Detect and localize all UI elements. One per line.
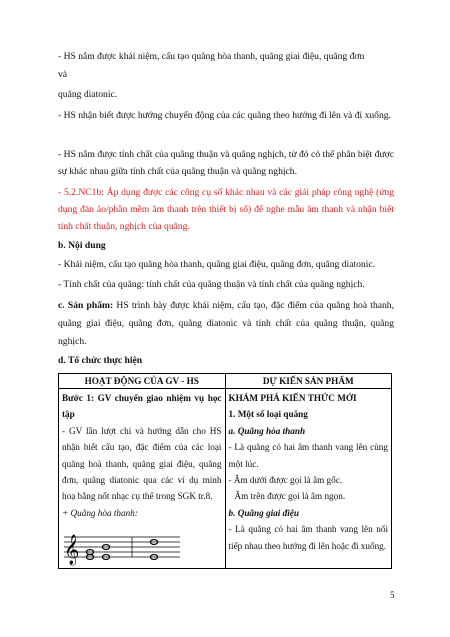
product-label: c. Sản phẩm:	[58, 300, 114, 311]
content-heading: b. Nội dung	[58, 240, 106, 251]
objective-1-cont2: quãng diatonic.	[58, 89, 118, 100]
product-paragraph	[58, 297, 394, 351]
header-expected-product: DỰ KIẾN SẢN PHẨM	[225, 374, 392, 389]
content-item-2: - Tính chất của quãng: tính chất của quãng thuận và tính chất của quãng nghịch.	[58, 279, 365, 290]
harmonic-interval-text: - Là quãng có hai âm thanh vang lên cùng một lúc.	[228, 442, 388, 469]
objective-3: - HS nắm được tính chất của quãng thuận và quãng nghịch, từ đó có thể phân biệt được sự khác nhau giữa tính chất của quãng thuận và quãng nghịch.	[58, 149, 394, 177]
table-header-row	[59, 374, 392, 389]
page-number: 5	[390, 590, 395, 600]
melodic-interval-heading: b. Quãng giai điệu	[228, 507, 299, 518]
product-text: HS trình bày được khái niệm, cấu tạo, đặc điểm của quãng hoà thanh, quãng giai điệu, quãng đơn, quãng diatonic và tính chất của quãng thuận, quãng nghịch.	[58, 300, 395, 347]
melodic-interval-text: - Là quãng có hai âm thanh vang lên nối tiếp nhau theo hướng đi lên hoặc đi xuống.	[228, 524, 388, 551]
harmonic-high-note-text: Âm trên được gọi là âm ngọn.	[234, 491, 346, 502]
step-1-heading: Bước 1: GV chuyển giao nhiệm vụ học tập	[62, 393, 222, 420]
explore-heading: KHÁM PHÁ KIẾN THỨC MỚI	[228, 393, 357, 403]
music-staff-icon	[62, 527, 182, 567]
objective-2: - HS nhận biết được hướng chuyển động của các quãng theo hướng đi lên và đi xuống.	[58, 110, 391, 121]
svg-text:𝄞: 𝄞	[64, 535, 80, 566]
step-1-text: - GV lần lượt chỉ và hướng dẫn cho HS nhận biết cấu tạo, đặc điểm của các loại quãng hoà thanh, quãng giai điệu, quãng đơn, quãng diatonic qua các ví dụ minh hoạ bằng nốt nhạc cụ thể trong SGK tr.8.	[62, 425, 222, 502]
section-1-heading: 1. Một số loại quãng	[228, 409, 308, 420]
table-row	[59, 389, 392, 569]
harmonic-low-note-text: - Âm dưới được gọi là âm gốc.	[228, 475, 343, 486]
harmonic-example-label: + Quãng hòa thanh:	[62, 507, 138, 518]
header-teacher-student: HOẠT ĐỘNG CỦA GV - HS	[59, 374, 226, 389]
objective-1-cont: và	[58, 69, 68, 80]
objective-1: - HS nắm được khái niệm, cấu tạo quãng hòa thanh, quãng giai điệu, quãng đơn	[58, 51, 365, 62]
organization-heading: d. Tổ chức thực hiện	[58, 355, 143, 366]
left-cell	[59, 389, 226, 569]
harmonic-interval-heading: a. Quãng hòa thanh	[228, 425, 306, 436]
content-item-1: - Khái niệm, cấu tạo quãng hòa thanh, quãng giai điệu, quãng đơn, quãng diatonic.	[58, 259, 376, 270]
right-cell	[225, 389, 392, 569]
objective-digital-competency: - 5.2.NC1b: Áp dụng được các công cụ số khác nhau và các giải pháp công nghệ (ứng dụng đàn ảo/phần mềm âm thanh trên thiết bị số) để nghe mẫu âm thanh và nhận biết tính chất thuận, nghịch của quãng.	[58, 187, 394, 232]
activity-table	[58, 373, 392, 569]
